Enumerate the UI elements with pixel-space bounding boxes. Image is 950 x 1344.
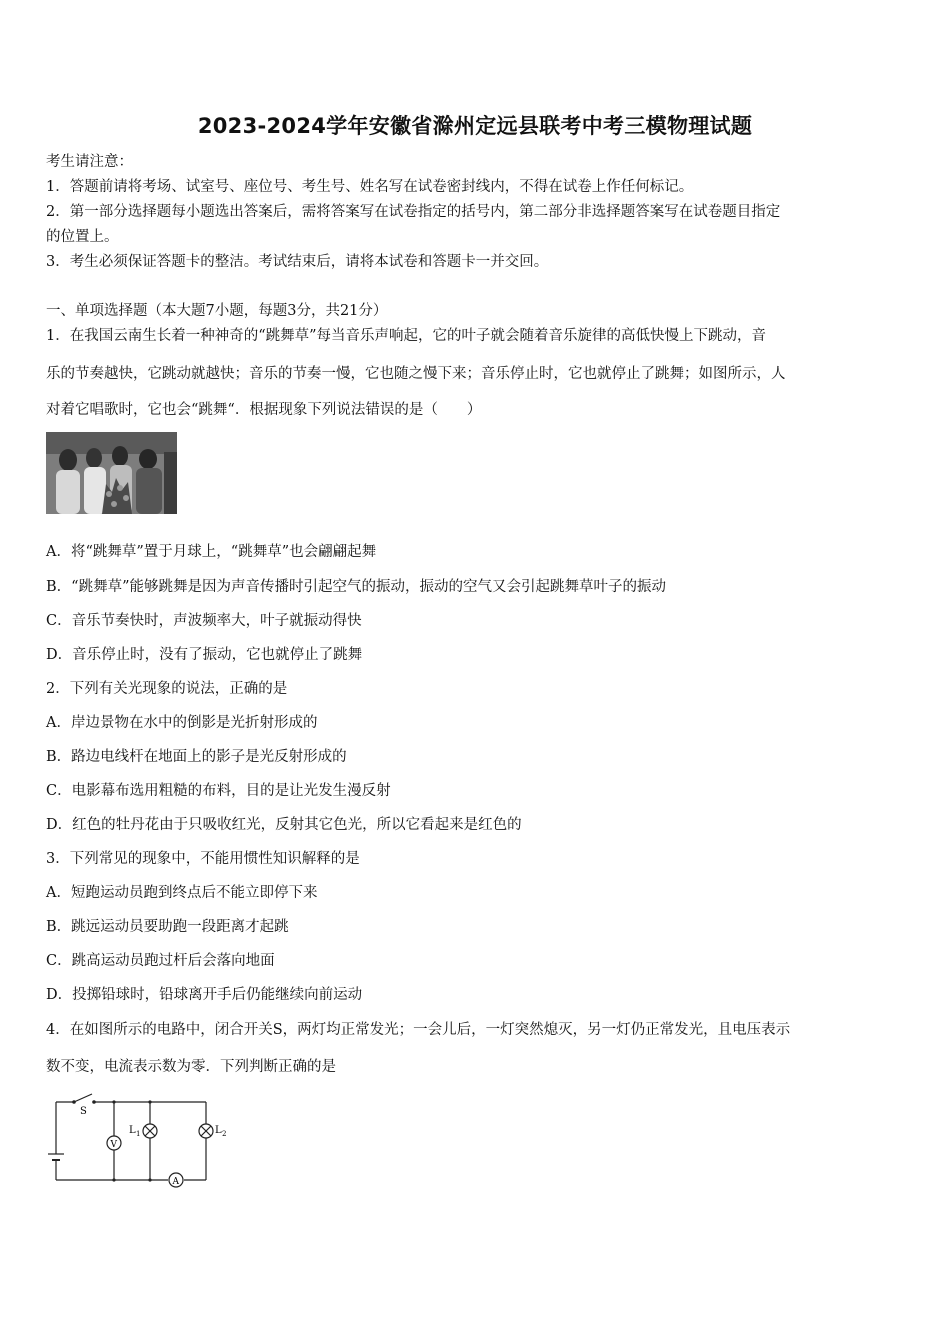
junction-dot xyxy=(112,1100,115,1103)
option-d: D．投掷铅球时，铅球离开手后仍能继续向前运动 xyxy=(46,987,363,1003)
option-a: A．岸边景物在水中的倒影是光折射形成的 xyxy=(46,715,318,731)
option-b: B．路边电线杆在地面上的影子是光反射形成的 xyxy=(46,749,347,765)
question-stem: 对着它唱歌时，它也会“跳舞“．根据现象下列说法错误的是（ ） xyxy=(46,402,482,418)
question-stem: 1．在我国云南生长着一种神奇的“跳舞草”每当音乐声响起，它的叶子就会随着音乐旋律的高低快慢上下跳动，音 xyxy=(46,328,767,344)
voltmeter-label: V xyxy=(110,1140,117,1150)
question-stem: 数不变，电流表示数为零．下列判断正确的是 xyxy=(46,1059,336,1075)
switch-contact xyxy=(72,1100,76,1104)
page-title: 2023-2024学年安徽省滁州定远县联考中考三模物理试题 xyxy=(197,114,753,138)
switch-label: S xyxy=(80,1106,87,1117)
section-heading: 一、单项选择题（本大题7小题，每题3分，共21分） xyxy=(46,303,388,319)
question-stem: 乐的节奏越快，它跳动就越快；音乐的节奏一慢，它也随之慢下来；音乐停止时，它也就停止了跳舞；如图所示，人 xyxy=(46,366,786,382)
ammeter-label: A xyxy=(172,1177,179,1187)
notice-item: 1．答题前请将考场、试室号、座位号、考生号、姓名写在试卷密封线内，不得在试卷上作任何标记。 xyxy=(46,179,694,195)
photo-illustration xyxy=(46,432,177,514)
option-b: B．跳远运动员要助跑一段距离才起跳 xyxy=(46,919,289,935)
dancing-grass-photo xyxy=(46,432,177,514)
notice-item: 2．第一部分选择题每小题选出答案后，需将答案写在试卷指定的括号内，第二部分非选择题答案写在试卷题目指定 xyxy=(46,204,781,220)
question-stem: 3．下列常见的现象中，不能用惯性知识解释的是 xyxy=(46,851,360,867)
lamp-l2-label: L xyxy=(215,1125,222,1136)
junction-dot xyxy=(148,1178,151,1181)
notice-item: 3．考生必须保证答题卡的整洁。考试结束后，请将本试卷和答题卡一并交回。 xyxy=(46,254,549,270)
option-a: A．短跑运动员跑到终点后不能立即停下来 xyxy=(46,885,318,901)
option-a: A．将“跳舞草”置于月球上，“跳舞草”也会翩翩起舞 xyxy=(46,544,377,560)
junction-dot xyxy=(112,1178,115,1181)
question-stem: 4．在如图所示的电路中，闭合开关S，两灯均正常发光；一会儿后，一灯突然熄灭，另一灯仍正常发光，且电压表示 xyxy=(46,1022,791,1038)
notice-item: 的位置上。 xyxy=(46,229,119,245)
question-stem: 2．下列有关光现象的说法，正确的是 xyxy=(46,681,288,697)
junction-dot xyxy=(148,1100,151,1103)
lamp-l2-subscript: 2 xyxy=(222,1130,227,1138)
lamp-l1-subscript: 1 xyxy=(136,1130,141,1138)
option-c: C．跳高运动员跑过杆后会落向地面 xyxy=(46,953,275,969)
lamp-l1-label: L xyxy=(129,1125,136,1136)
option-d: D．音乐停止时，没有了振动，它也就停止了跳舞 xyxy=(46,647,363,663)
option-c: C．电影幕布选用粗糙的布料，目的是让光发生漫反射 xyxy=(46,783,391,799)
circuit-diagram xyxy=(44,1088,234,1188)
switch-blade xyxy=(74,1094,92,1102)
option-b: B．“跳舞草”能够跳舞是因为声音传播时引起空气的振动，振动的空气又会引起跳舞草叶子的振动 xyxy=(46,579,666,595)
option-c: C．音乐节奏快时，声波频率大，叶子就振动得快 xyxy=(46,613,362,629)
option-d: D．红色的牡丹花由于只吸收红光，反射其它色光，所以它看起来是红色的 xyxy=(46,817,522,833)
switch-contact xyxy=(92,1100,96,1104)
notice-heading: 考生请注意： xyxy=(46,154,133,170)
